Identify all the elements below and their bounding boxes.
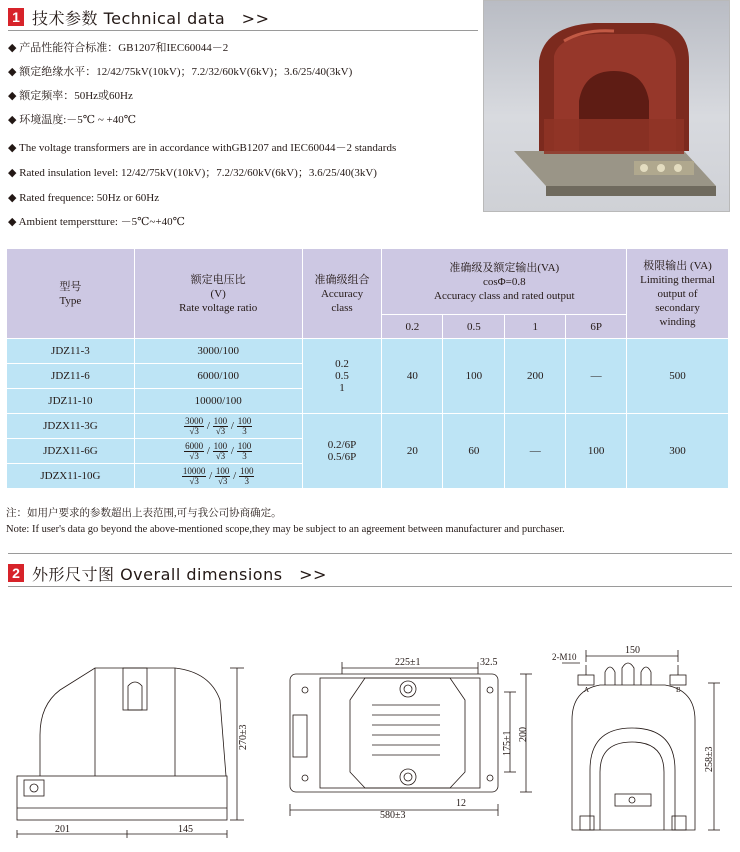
bullet-item: ◆ 环境温度:－5℃ ~ +40℃ [8, 114, 137, 126]
accuracy-cell: 0.2/6P 0.5/6P [302, 414, 382, 489]
dim-12: 12 [456, 798, 466, 809]
header-ratio: 额定电压比 (V) Rate voltage ratio [134, 249, 302, 339]
dim-270: 270±3 [238, 724, 249, 750]
bullet-item: ◆ 额定绝缘水平：12/42/75kV(10kV)；7.2/32/60kV(6kV)；3.6/25/40(3kV) [8, 66, 353, 78]
type-cell: JDZX11-6G [7, 439, 135, 464]
dim-145: 145 [178, 824, 193, 835]
table-row [7, 339, 729, 364]
section-number: 1 [8, 8, 24, 26]
dim-150: 150 [625, 645, 640, 656]
output-cell: — [505, 414, 566, 489]
table-row [7, 414, 729, 439]
dim-175: 175±1 [502, 730, 513, 756]
dim-200: 200 [518, 727, 529, 742]
top-view-drawing [290, 662, 532, 816]
ratio-cell: 10000/100 [134, 389, 302, 414]
ratio-cell: $\frac{3000}{√3}$ / $\frac{100}{√3}$ / $\frac{100}{3}$ [134, 414, 302, 439]
header-output-col: 0.2 [382, 315, 443, 339]
dim-201: 201 [55, 824, 70, 835]
output-cell: — [566, 339, 627, 414]
ratio-cell: 6000/100 [134, 364, 302, 389]
header-output-col: 0.5 [443, 315, 505, 339]
bullet-item: ◆ Ambient temperstture: －5℃~+40℃ [8, 216, 185, 228]
dimension-drawings [0, 600, 740, 852]
bullet-item: ◆ 产品性能符合标准：GB1207和IEC60044－2 [8, 42, 229, 54]
type-cell: JDZX11-3G [7, 414, 135, 439]
header-limit: 极限输出 (VA) Limiting thermal output of secondary winding [627, 249, 729, 339]
header-accuracy: 准确级组合 Accuracy class [302, 249, 382, 339]
divider [8, 30, 478, 31]
bullet-item: ◆ Rated insulation level: 12/42/75kV(10kV)；7.2/32/60kV(6kV)；3.6/25/40(3kV) [8, 167, 377, 179]
output-cell: 20 [382, 414, 443, 489]
side-view-drawing [17, 668, 244, 838]
header-type: 型号 Type [7, 249, 135, 339]
bullet-item: ◆ The voltage transformers are in accordance withGB1207 and IEC60044－2 standards [8, 142, 397, 154]
output-cell: 200 [505, 339, 566, 414]
header-output-col: 6P [566, 315, 627, 339]
limit-cell: 300 [627, 414, 729, 489]
note-cn: 注：如用户要求的参数超出上表范围,可与我公司协商确定。 [6, 508, 282, 519]
output-cell: 60 [443, 414, 505, 489]
dim-225: 225±1 [395, 657, 421, 668]
terminal-a: A [584, 686, 590, 694]
front-view-drawing [562, 650, 720, 830]
type-cell: JDZ11-6 [7, 364, 135, 389]
type-cell: JDZ11-10 [7, 389, 135, 414]
type-cell: JDZX11-10G [7, 464, 135, 489]
section-title: 技术参数 Technical data >> [32, 8, 270, 28]
terminal-b: B [676, 686, 681, 694]
bullet-item: ◆ 额定频率：50Hz或60Hz [8, 90, 133, 102]
ratio-cell: 3000/100 [134, 339, 302, 364]
dim-580: 580±3 [380, 810, 406, 821]
header-output-col: 1 [505, 315, 566, 339]
note-en: Note: If user's data go beyond the above-mentioned scope,they may be subject to an agreement between manufacturer and purchaser. [6, 524, 565, 535]
dim-258: 258±3 [704, 746, 715, 772]
output-cell: 100 [566, 414, 627, 489]
dim-m10: 2-M10 [552, 652, 577, 662]
ratio-cell: $\frac{6000}{√3}$ / $\frac{100}{√3}$ / $\frac{100}{3}$ [134, 439, 302, 464]
section-number: 2 [8, 564, 24, 582]
accuracy-cell: 0.2 0.5 1 [302, 339, 382, 414]
output-cell: 100 [443, 339, 505, 414]
type-cell: JDZ11-3 [7, 339, 135, 364]
divider [8, 553, 732, 554]
header-output: 准确级及额定输出(VA) cosΦ=0.8 Accuracy class and rated output [382, 249, 627, 315]
dim-32: 32.5 [480, 657, 498, 668]
product-photo [483, 0, 730, 212]
ratio-cell: $\frac{10000}{√3}$ / $\frac{100}{√3}$ / $\frac{100}{3}$ [134, 464, 302, 489]
bullet-item: ◆ Rated frequence: 50Hz or 60Hz [8, 192, 160, 204]
divider [8, 586, 732, 587]
section-2-header [8, 562, 327, 584]
limit-cell: 500 [627, 339, 729, 414]
output-cell: 40 [382, 339, 443, 414]
section-title: 外形尺寸图 Overall dimensions >> [32, 564, 327, 584]
spec-table [6, 248, 729, 489]
section-1-header [8, 6, 270, 28]
